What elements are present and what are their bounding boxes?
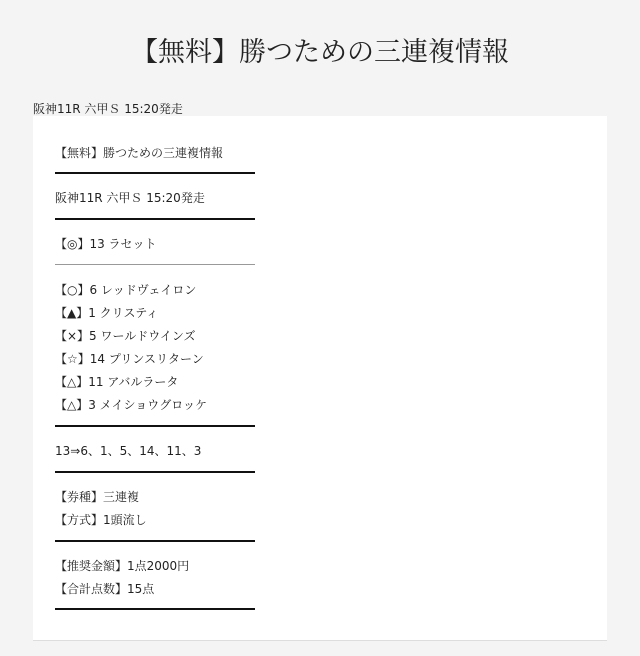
bet-method: 【方式】1頭流し [55, 513, 147, 527]
pick-item: 【×】5 ワールドウインズ [55, 329, 196, 343]
divider [55, 471, 255, 473]
card-heading: 【無料】勝つための三連複情報 [55, 146, 224, 160]
pick-item: 【▲】1 クリスティ [55, 306, 159, 320]
main-pick: 【◎】13 ラセット [55, 237, 157, 251]
divider [55, 540, 255, 542]
pick-item: 【○】6 レッドヴェイロン [55, 283, 197, 297]
pick-item: 【△】11 アバルラータ [55, 375, 179, 389]
divider [55, 425, 255, 427]
total-points: 【合計点数】15点 [55, 582, 155, 596]
divider [55, 608, 255, 610]
ticket-type: 【券種】三連複 [55, 490, 140, 504]
race-subtitle: 阪神11R 六甲Ｓ 15:20発走 [33, 102, 183, 116]
recommended-amount: 【推奨金額】1点2000円 [55, 559, 190, 573]
pick-item: 【☆】14 プリンスリターン [55, 352, 204, 366]
divider [55, 172, 255, 174]
divider [55, 218, 255, 220]
divider [55, 264, 255, 265]
pick-item: 【△】3 メイショウグロッケ [55, 398, 207, 412]
combination: 13⇒6、1、5、14、11、3 [55, 444, 202, 458]
page-title: 【無料】勝つための三連複情報 [131, 37, 509, 68]
prediction-card [33, 116, 607, 641]
race-info: 阪神11R 六甲Ｓ 15:20発走 [55, 191, 205, 205]
